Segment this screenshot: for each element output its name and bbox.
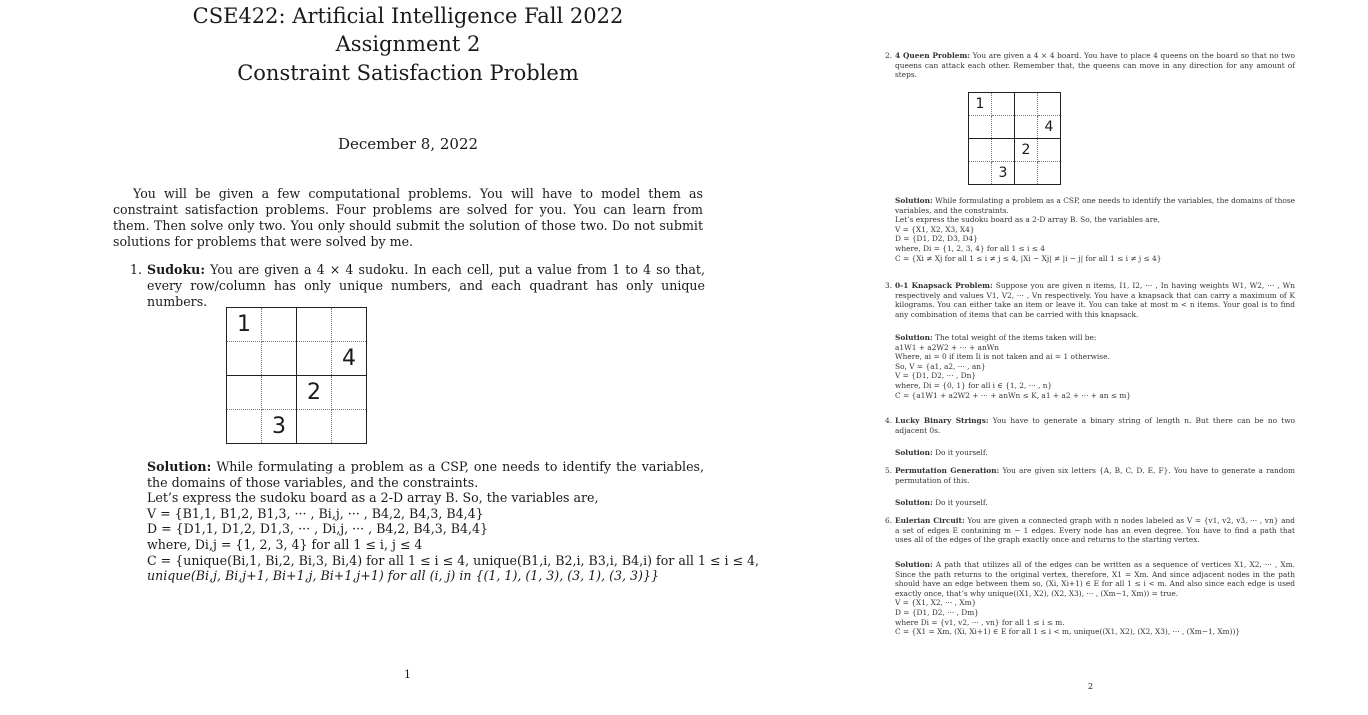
grid-cell bbox=[227, 376, 262, 410]
solution-line: The total weight of the items taken will be: bbox=[935, 333, 1097, 342]
sudoku-grid bbox=[226, 307, 367, 444]
solution-line: D = {D1, D2, D3, D4} bbox=[895, 234, 978, 244]
solution-line: C = {Xi ≠ Xj for all 1 ≤ i ≠ j ≤ 4, |Xi − Xj| ≠ |i − j| for all 1 ≤ i ≠ j ≤ 4} bbox=[895, 253, 1162, 263]
problem-5-solution bbox=[895, 498, 1295, 508]
problem-2-solution bbox=[895, 196, 1295, 263]
problem-name: 0-1 Knapsack Problem: bbox=[895, 281, 993, 290]
problem-5 bbox=[885, 466, 1295, 485]
problem-2 bbox=[885, 51, 1295, 80]
problem-text: You are given six letters {A, B, C, D, E, F}. You have to generate a random permutation of this. bbox=[895, 466, 1295, 485]
problem-3 bbox=[885, 281, 1296, 319]
domains-line: D = {D1,1, D1,2, D1,3, ··· , Di,j, ··· , B4,2, B4,3, B4,4} bbox=[147, 521, 489, 537]
problem-name: Sudoku: bbox=[147, 262, 205, 277]
grid-cell bbox=[1015, 162, 1038, 185]
grid-cell bbox=[332, 308, 367, 342]
grid-cell bbox=[969, 139, 992, 162]
grid-cell bbox=[1015, 93, 1038, 116]
solution-line: C = {a1W1 + a2W2 + ··· + anWn ≤ K, a1 + a2 + ··· + an ≤ m} bbox=[895, 390, 1132, 400]
problem-text: Suppose you are given n items, I1, I2, ··· , In having weights W1, W2, ··· , Wn respectively and values V1, V2, ··· , Vn respectively. You have a knapsack that can carry a maximum of K kilograms. You can either take an item or leave it. You can take at most m < n items. Your goal is to find any combination of items that can be carried with this knapsack. bbox=[895, 281, 1296, 319]
problem-name: 4 Queen Problem: bbox=[895, 51, 971, 60]
solution-line: where Di = {v1, v2, ··· , vn} for all 1 ≤ i ≤ m. bbox=[895, 617, 1065, 627]
solution-line: a1W1 + a2W2 + ··· + anWn bbox=[895, 342, 1000, 352]
solution-line: V = {D1, D2, ··· , Dn} bbox=[895, 371, 977, 381]
solution-intro: While formulating a problem as a CSP, one needs to identify the variables, the domains of those variables, and the constraints. bbox=[895, 196, 1295, 215]
problem-text: You are given a 4 × 4 board. You have to place 4 queens on the board so that no two queens can attack each other. Remember that, the queens can move in any direction for any amount of steps. bbox=[895, 51, 1295, 80]
solution-label: Solution: bbox=[895, 560, 933, 569]
grid-cell bbox=[969, 162, 992, 185]
topic-title: Constraint Satisfaction Problem bbox=[237, 61, 579, 85]
variables-line: V = {B1,1, B1,2, B1,3, ··· , Bi,j, ··· , B4,2, B4,3, B4,4} bbox=[147, 505, 484, 521]
grid-cell bbox=[297, 410, 332, 444]
grid-cell: 1 bbox=[227, 308, 262, 342]
grid-cell bbox=[227, 410, 262, 444]
problem-1 bbox=[130, 262, 705, 310]
page-number: 2 bbox=[1088, 682, 1094, 691]
grid-cell bbox=[297, 342, 332, 376]
problem-number: 5. bbox=[885, 466, 893, 475]
grid-cell: 3 bbox=[992, 162, 1015, 185]
problem-text: You have to generate a binary string of length n. But there can be no two adjacent 0s. bbox=[895, 416, 1295, 435]
grid-cell: 4 bbox=[332, 342, 367, 376]
problem-name: Lucky Binary Strings: bbox=[895, 416, 989, 425]
grid-cell bbox=[227, 342, 262, 376]
solution-block bbox=[147, 459, 760, 584]
solution-label: Solution: bbox=[895, 333, 933, 342]
constraints-line: unique(Bi,j, Bi,j+1, Bi+1,j, Bi+1,j+1) for all (i, j) in {(1, 1), (1, 3), (3, 1), (3, 3)}} bbox=[147, 568, 659, 584]
solution-label: Solution: bbox=[147, 459, 212, 474]
grid-cell bbox=[332, 410, 367, 444]
solution-line: C = {X1 = Xm, (Xi, Xi+1) ∈ E for all 1 ≤ i < m, unique((X1, X2), (X2, X3), ··· , (Xm−1, Xm))} bbox=[895, 627, 1241, 637]
grid-cell bbox=[992, 139, 1015, 162]
document-date: December 8, 2022 bbox=[337, 135, 479, 153]
constraints-line: C = {unique(Bi,1, Bi,2, Bi,3, Bi,4) for all 1 ≤ i ≤ 4, unique(B1,i, B2,i, B3,i, B4,i) for all 1 ≤ i ≤ 4, bbox=[147, 552, 760, 568]
solution-text: Do it yourself. bbox=[935, 448, 988, 457]
problem-4-solution bbox=[895, 448, 1295, 458]
grid-cell bbox=[992, 93, 1015, 116]
grid-cell bbox=[1038, 162, 1061, 185]
grid-cell bbox=[1038, 139, 1061, 162]
assignment-title: Assignment 2 bbox=[335, 32, 481, 56]
problem-6 bbox=[885, 516, 1296, 545]
solution-line: So, V = {a1, a2, ··· , an} bbox=[895, 361, 986, 371]
solution-line: where, Di = {1, 2, 3, 4} for all 1 ≤ i ≤ 4 bbox=[895, 243, 1046, 253]
problem-number: 3. bbox=[885, 281, 893, 290]
solution-line: where, Di = {0, 1} for all i ∈ {1, 2, ··· , n} bbox=[895, 380, 1053, 390]
intro-paragraph: You will be given a few computational problems. You will have to model them as constraint satisfaction problems. Four problems are solved for you. You can learn from them. Then solve only two. You only should submit the solution of those two. Do not submit solutions for problems that were solved by me. bbox=[113, 186, 703, 249]
solution-line: V = {X1, X2, X3, X4} bbox=[895, 224, 975, 234]
problem-text: You are given a connected graph with n nodes labeled as V = {v1, v2, v3, ··· , vn} and a set of edges E containing m − 1 edges. Every node has an even degree. You have to find a path that uses all of the edges of the graph exactly once and returns to the starting vertex. bbox=[895, 516, 1296, 545]
solution-label: Solution: bbox=[895, 498, 933, 507]
solution-label: Solution: bbox=[895, 196, 933, 205]
grid-cell bbox=[1015, 116, 1038, 139]
grid-cell bbox=[969, 116, 992, 139]
problem-number: 4. bbox=[885, 416, 893, 425]
grid-cell: 3 bbox=[262, 410, 297, 444]
solution-line: Let’s express the sudoku board as a 2-D array B. So, the variables are, bbox=[895, 215, 1160, 225]
problem-6-solution bbox=[895, 560, 1295, 637]
queen-grid bbox=[968, 92, 1061, 185]
grid-cell bbox=[992, 116, 1015, 139]
problem-name: Permutation Generation: bbox=[895, 466, 1000, 475]
problem-text: You are given a 4 × 4 sudoku. In each cell, put a value from 1 to 4 so that, every row/column has only unique numbers, and each quadrant has only unique numbers. bbox=[147, 262, 705, 309]
page-number: 1 bbox=[404, 668, 411, 681]
solution-label: Solution: bbox=[895, 448, 933, 457]
problem-3-solution bbox=[895, 333, 1295, 400]
grid-cell: 1 bbox=[969, 93, 992, 116]
problem-number: 2. bbox=[885, 51, 893, 60]
grid-cell bbox=[262, 342, 297, 376]
problem-4 bbox=[885, 416, 1295, 435]
solution-intro: A path that utilizes all of the edges can be written as a sequence of vertices X1, X2, ··· , Xm. Since the path returns to the original vertex, therefore, X1 = Xm. And since adjacent nodes in the path should have an edge between them so, (Xi, Xi+1) ∈ E for all 1 ≤ i < m. And also since each edge is used exactly once, that’s why unique((X1, X2), (X2, X3), ··· , (Xm−1, Xm)) = true. bbox=[895, 560, 1295, 598]
solution-line: D = {D1, D2, ··· , Dm} bbox=[895, 607, 979, 617]
problem-name: Eulerian Circuit: bbox=[895, 516, 965, 525]
where-line: where, Di,j = {1, 2, 3, 4} for all 1 ≤ i, j ≤ 4 bbox=[147, 536, 423, 552]
grid-cell: 4 bbox=[1038, 116, 1061, 139]
course-title: CSE422: Artificial Intelligence Fall 2022 bbox=[192, 4, 624, 28]
grid-cell bbox=[1038, 93, 1061, 116]
solution-line: V = {X1, X2, ··· , Xm} bbox=[895, 598, 977, 608]
solution-line: Where, ai = 0 if item Ii is not taken and ai = 1 otherwise. bbox=[895, 352, 1110, 362]
problem-number: 1. bbox=[130, 262, 143, 277]
problem-number: 6. bbox=[885, 516, 893, 525]
grid-cell bbox=[332, 376, 367, 410]
grid-cell bbox=[297, 308, 332, 342]
grid-cell bbox=[262, 308, 297, 342]
solution-intro: While formulating a problem as a CSP, one needs to identify the variables, the domains of those variables, and the constraints. bbox=[147, 459, 704, 490]
solution-line: Let’s express the sudoku board as a 2-D array B. So, the variables are, bbox=[147, 490, 599, 506]
solution-text: Do it yourself. bbox=[935, 498, 988, 507]
grid-cell: 2 bbox=[1015, 139, 1038, 162]
grid-cell bbox=[262, 376, 297, 410]
grid-cell: 2 bbox=[297, 376, 332, 410]
